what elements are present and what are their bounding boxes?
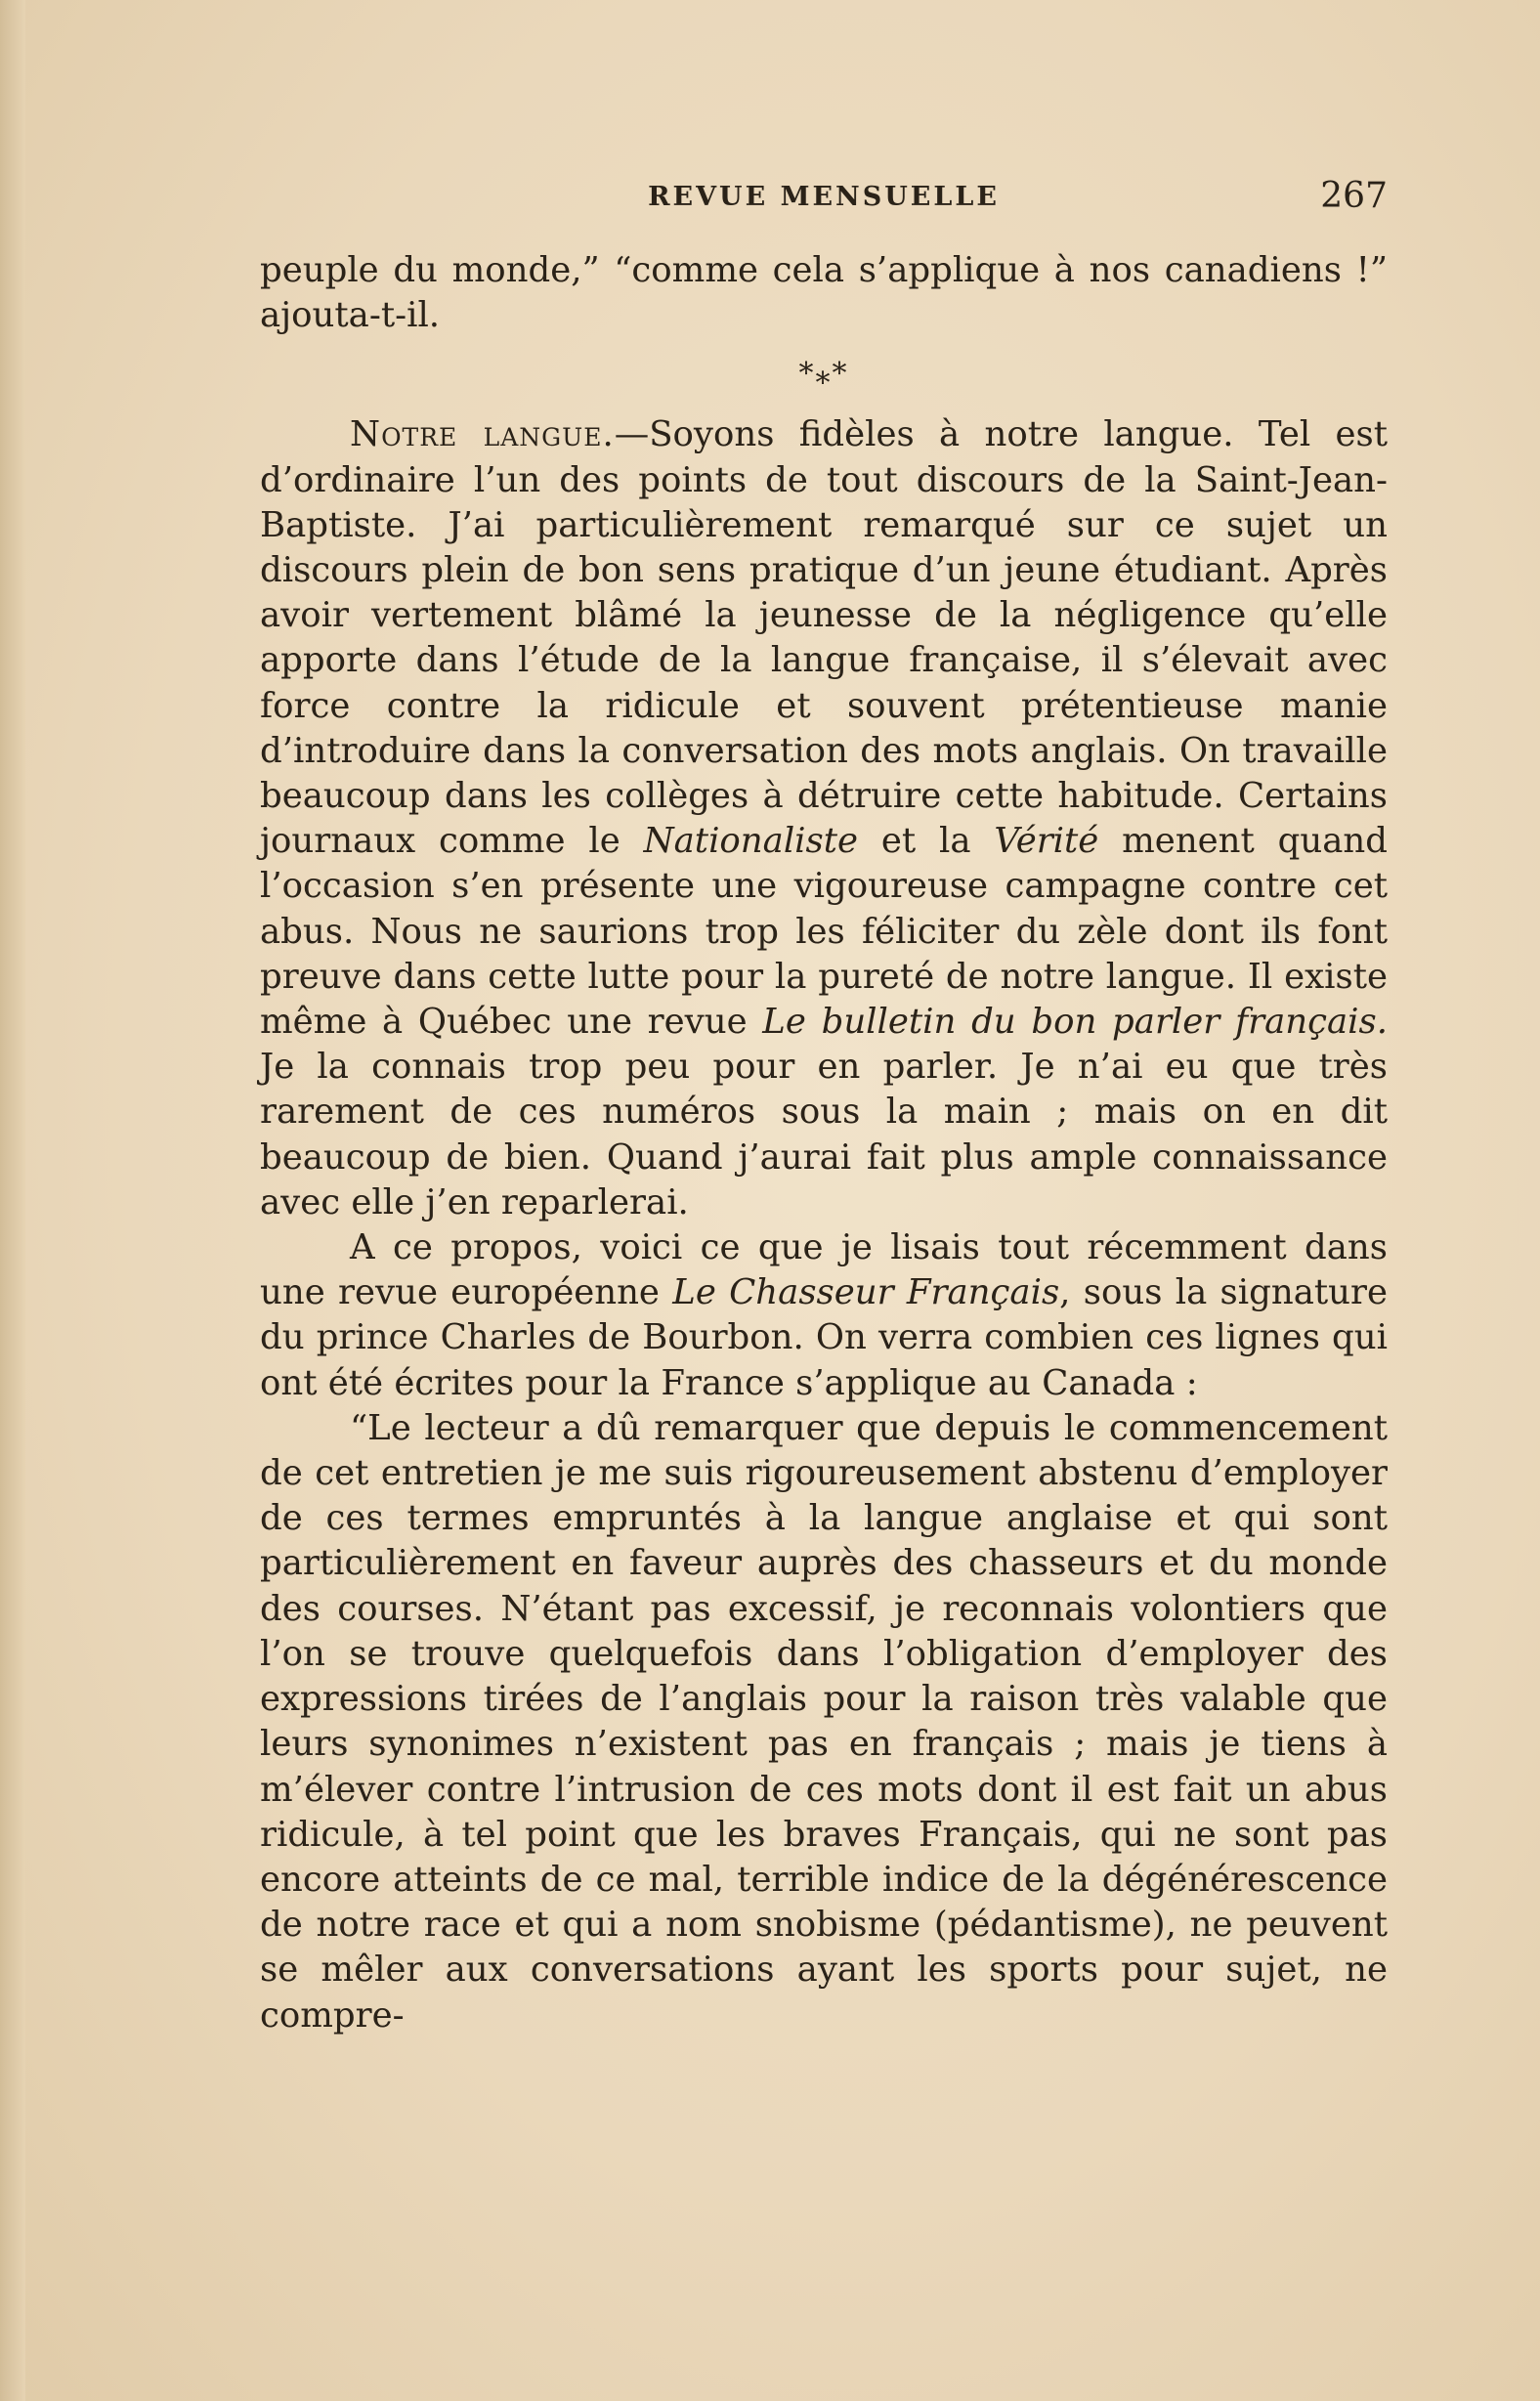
running-head: REVUE MENSUELLE (648, 182, 1000, 212)
paragraph-text: et la (858, 821, 995, 862)
paragraph-quotation: “Le lecteur a dû remarquer que depuis le commencement de cet entretien je me suis rigoureusement abstenu d’employer de ces termes empruntés à la langue anglaise et qui sont particulièrement en faveur auprès des chasseurs et du monde des courses. N’étant pas excessif, je reconnais volontiers que l’on se trouve quelquefois dans l’obligation d’employer des expressions tirées de l’anglais pour la raison très valable que leurs synonimes n’existent pas en français ; mais je tiens à m’élever contre l’intrusion de ces mots dont il est fait un abus ridicule, à tel point que les braves Français, qui ne sont pas encore atteints de ce mal, terrible indice de la dégénérescence de notre race et qui a nom snobisme (pédantisme), ne peuvent se mêler aux conversations ayant les sports pour sujet, ne compre- (260, 1407, 1388, 2036)
paragraph-text: A ce propos, voici ce que je lisais tout récemment dans une revue européenne (260, 1227, 1388, 1313)
italic-title: Le Chasseur Français (672, 1272, 1060, 1313)
section-lead: Notre langue. (350, 414, 615, 455)
paragraph-text: menent quand l’occasion s’en présente une vigoureuse campagne contre cet abus. Nous ne saurions trop les féliciter du zèle dont ils font preuve dans cette lutte pour la pureté de notre langue. Il existe même à Québec une revue (260, 821, 1388, 1043)
page-number: 267 (1320, 176, 1388, 216)
page-gutter (0, 0, 25, 2401)
paragraph-notre-langue (260, 412, 1388, 1225)
italic-title: Vérité (994, 821, 1099, 862)
section-separator: *⁎* (798, 357, 849, 392)
paragraph-text: , sous la signature du prince Charles de Bourbon. On verra combien ces lignes qui ont été écrites pour la France s’applique au Canada : (260, 1272, 1388, 1403)
italic-title: Nationaliste (643, 821, 859, 862)
page-body (260, 248, 1388, 2038)
italic-title: Le bulletin du bon parler français. (762, 1002, 1388, 1043)
paragraph-text: Je la connais trop peu pour en parler. Je n’ai eu que très rarement de ces numéros sous la main ; mais on en dit beaucoup de bien. Quand j’aurai fait plus ample connaissance avec elle j’en reparlerai. (260, 1047, 1388, 1222)
paragraph-text: —Soyons fidèles à notre langue. Tel est d’ordinaire l’un des points de tout discours de la Saint-Jean-Baptiste. J’ai particulièrement remarqué sur ce sujet un discours plein de bon sens pratique d’un jeune étudiant. Après avoir vertement blâmé la jeunesse de la négligence qu’elle apporte dans l’étude de la langue française, il s’élevait avec force contre la ridicule et souvent prétentieuse manie d’introduire dans la conversation des mots anglais. On travaille beaucoup dans les collèges à détruire cette habitude. Certains journaux comme le (260, 414, 1388, 862)
page-header (260, 176, 1388, 221)
paragraph-continuation: peuple du monde,” “comme cela s’applique à nos canadiens !” ajouta-t-il. (260, 250, 1388, 336)
paragraph-a-ce-propos (260, 1225, 1388, 1406)
